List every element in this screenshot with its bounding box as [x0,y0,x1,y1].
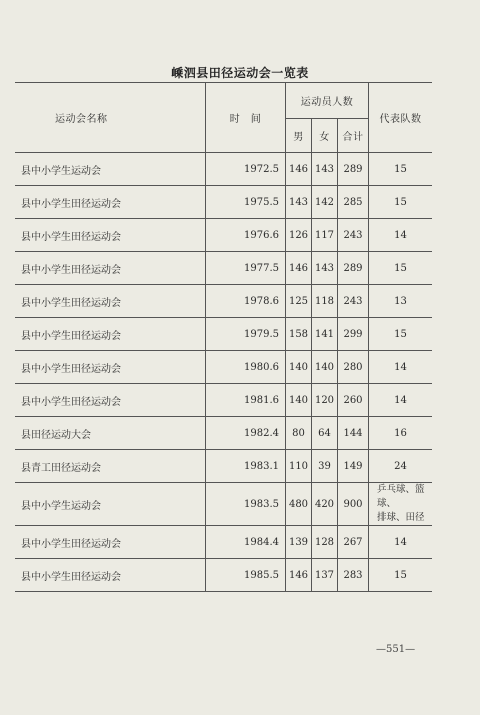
cell-name: 县中小学生田径运动会 [15,186,206,219]
cell-total: 289 [338,153,369,186]
cell-total: 285 [338,186,369,219]
page-number: —551— [376,644,416,655]
cell-male: 126 [286,219,312,252]
cell-female: 143 [312,252,338,285]
table-row [15,417,432,450]
cell-total: 289 [338,252,369,285]
table-row [15,219,432,252]
cell-female: 141 [312,318,338,351]
cell-female: 39 [312,450,338,483]
header-time: 时 间 [206,83,286,153]
cell-name: 县中小学生田径运动会 [15,285,206,318]
cell-time: 1977.5 [206,252,286,285]
table-row [15,559,432,592]
cell-male: 146 [286,252,312,285]
cell-time: 1985.5 [206,559,286,592]
cell-male: 158 [286,318,312,351]
header-total: 合计 [338,119,369,153]
cell-male: 125 [286,285,312,318]
cell-name: 县青工田径运动会 [15,450,206,483]
cell-female: 140 [312,351,338,384]
cell-name: 县田径运动大会 [15,417,206,450]
cell-female: 142 [312,186,338,219]
cell-female: 117 [312,219,338,252]
cell-teams: 14 [369,526,433,559]
cell-total: 243 [338,285,369,318]
cell-time: 1983.5 [206,483,286,526]
table-row [15,186,432,219]
header-teams: 代表队数 [369,83,433,153]
cell-total: 283 [338,559,369,592]
cell-teams: 14 [369,351,433,384]
cell-teams: 14 [369,384,433,417]
cell-teams-line: 排球、田径 [377,512,425,523]
cell-total: 243 [338,219,369,252]
page-title: 嵊泗县田径运动会一览表 [171,66,309,80]
header-name: 运动会名称 [15,83,206,153]
table-row [15,252,432,285]
cell-total: 149 [338,450,369,483]
cell-total: 267 [338,526,369,559]
cell-time: 1975.5 [206,186,286,219]
cell-teams: 24 [369,450,433,483]
cell-total: 299 [338,318,369,351]
cell-time: 1978.6 [206,285,286,318]
cell-teams: 16 [369,417,433,450]
cell-teams: 15 [369,559,433,592]
cell-time: 1976.6 [206,219,286,252]
cell-name: 县中小学生运动会 [15,483,206,526]
cell-male: 146 [286,559,312,592]
cell-total: 144 [338,417,369,450]
cell-female: 143 [312,153,338,186]
table-row [15,318,432,351]
cell-male: 140 [286,351,312,384]
cell-teams: 13 [369,285,433,318]
header-female: 女 [312,119,338,153]
cell-teams: 15 [369,186,433,219]
cell-male: 110 [286,450,312,483]
cell-time: 1982.4 [206,417,286,450]
cell-male: 140 [286,384,312,417]
table-row [15,153,432,186]
cell-female: 420 [312,483,338,526]
cell-male: 480 [286,483,312,526]
table-row [15,483,432,526]
cell-time: 1979.5 [206,318,286,351]
cell-male: 146 [286,153,312,186]
cell-female: 118 [312,285,338,318]
cell-time: 1980.6 [206,351,286,384]
cell-teams: 15 [369,252,433,285]
cell-time: 1983.1 [206,450,286,483]
cell-name: 县中小学生田径运动会 [15,252,206,285]
cell-time: 1984.4 [206,526,286,559]
cell-male: 80 [286,417,312,450]
cell-male: 139 [286,526,312,559]
table-row [15,450,432,483]
header-male: 男 [286,119,312,153]
cell-teams: 15 [369,153,433,186]
cell-name: 县中小学生田径运动会 [15,318,206,351]
cell-time: 1972.5 [206,153,286,186]
table-row [15,351,432,384]
cell-teams [369,483,433,526]
cell-total: 280 [338,351,369,384]
cell-total: 260 [338,384,369,417]
cell-name: 县中小学生田径运动会 [15,526,206,559]
cell-teams-line: 乒乓球、篮球、 [377,484,425,509]
cell-name: 县中小学生田径运动会 [15,219,206,252]
cell-teams: 14 [369,219,433,252]
cell-time: 1981.6 [206,384,286,417]
cell-name: 县中小学生田径运动会 [15,559,206,592]
cell-name: 县中小学生田径运动会 [15,384,206,417]
table-row [15,285,432,318]
cell-female: 64 [312,417,338,450]
cell-teams: 15 [369,318,433,351]
cell-male: 143 [286,186,312,219]
cell-total: 900 [338,483,369,526]
cell-female: 120 [312,384,338,417]
table-row [15,384,432,417]
sports-meet-table [15,82,432,592]
cell-name: 县中小学生运动会 [15,153,206,186]
cell-female: 128 [312,526,338,559]
header-athletes: 运动员人数 [286,83,369,119]
cell-name: 县中小学生田径运动会 [15,351,206,384]
cell-female: 137 [312,559,338,592]
table-row [15,526,432,559]
